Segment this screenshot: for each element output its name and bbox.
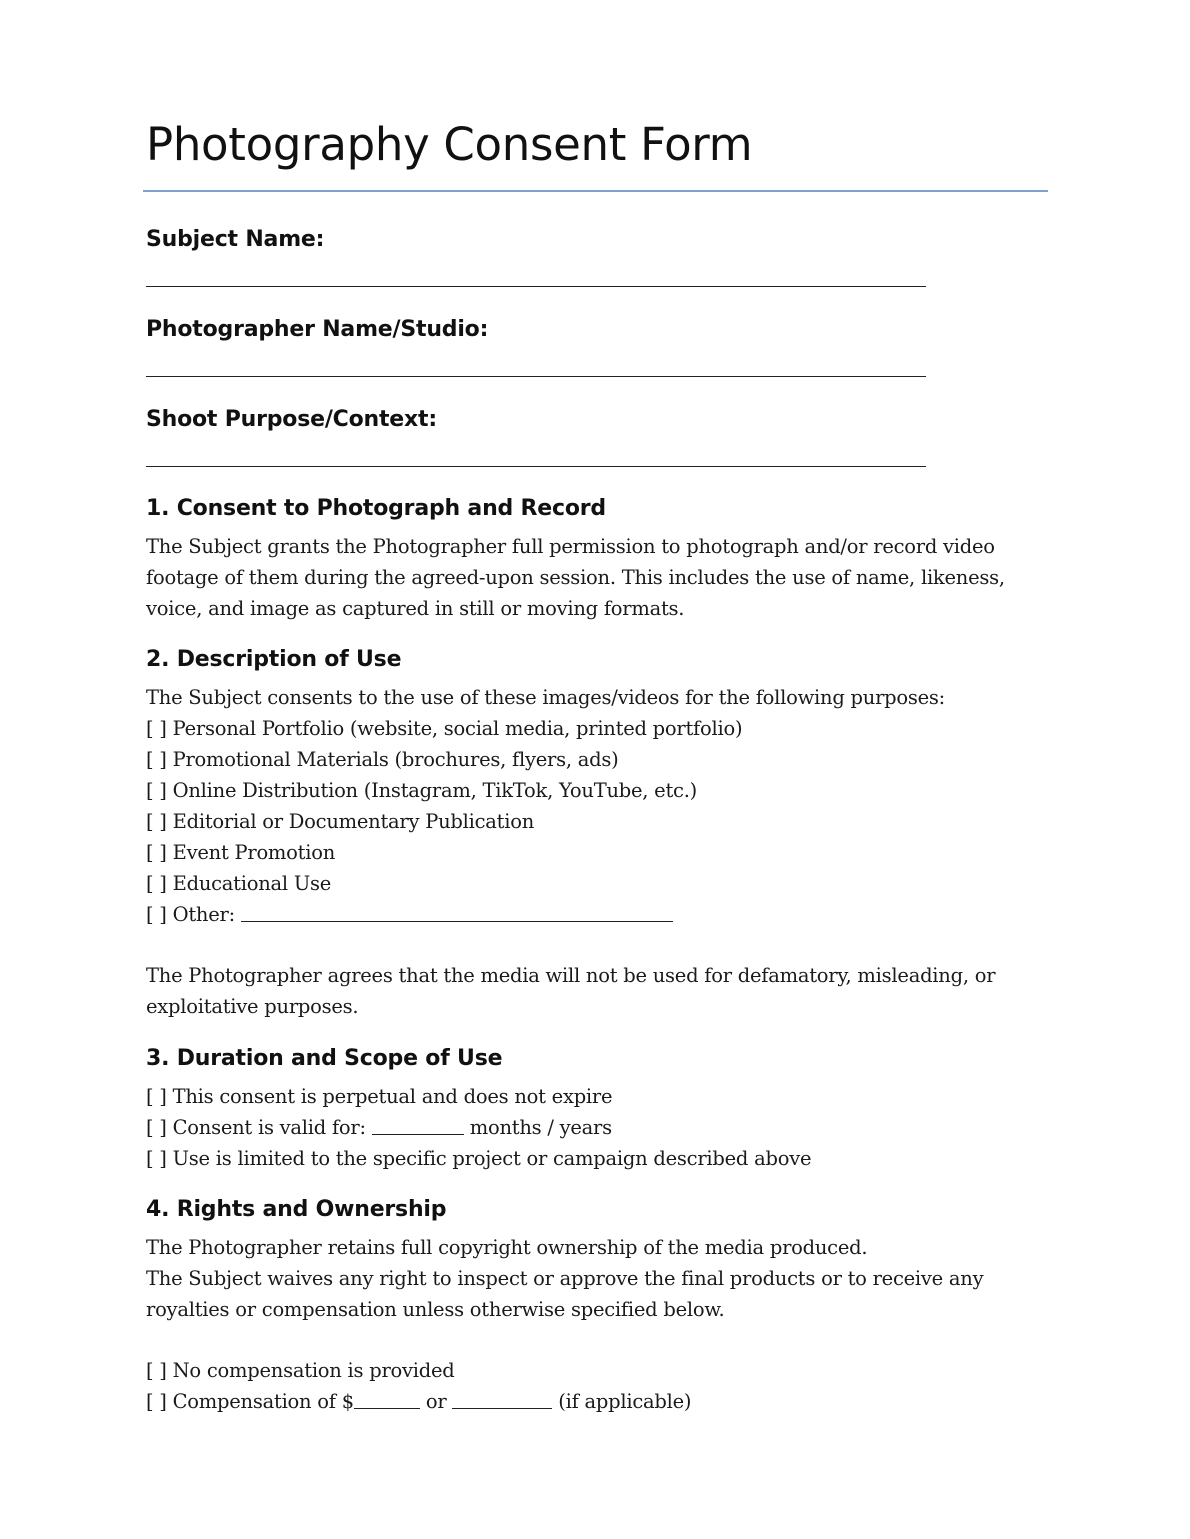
use-option-educational[interactable]: [ ] Educational Use [146, 872, 332, 895]
use-option-event-promotion[interactable]: [ ] Event Promotion [146, 841, 336, 864]
section-4-heading: 4. Rights and Ownership [146, 1197, 447, 1222]
section-1-heading: 1. Consent to Photograph and Record [146, 496, 606, 521]
use-option-promotional-materials[interactable]: [ ] Promotional Materials (brochures, flyers, ads) [146, 748, 619, 771]
compensation-option-amount[interactable] [146, 1386, 1026, 1417]
section-4-line: The Photographer retains full copyright ownership of the media produced. [146, 1236, 868, 1259]
shoot-purpose-field[interactable] [146, 466, 926, 467]
section-4-line: royalties or compensation unless otherwise specified below. [146, 1298, 725, 1321]
section-2-agreement [146, 960, 1026, 1022]
compensation-or: or [425, 1390, 447, 1413]
compensation-option-none[interactable]: [ ] No compensation is provided [146, 1359, 455, 1382]
section-4-line: The Subject waives any right to inspect or approve the final products or to receive any [146, 1267, 984, 1290]
compensation-amount-blank[interactable] [354, 1407, 420, 1409]
section-1-line: The Subject grants the Photographer full permission to photograph and/or record video [146, 535, 995, 558]
use-option-online-distribution[interactable]: [ ] Online Distribution (Instagram, TikTok, YouTube, etc.) [146, 779, 698, 802]
other-use-blank[interactable] [241, 920, 673, 922]
duration-option-limited[interactable]: [ ] Use is limited to the specific project or campaign described above [146, 1147, 812, 1170]
use-option-other-label: [ ] Other: [146, 903, 235, 926]
compensation-prefix: [ ] Compensation of $ [146, 1390, 354, 1413]
section-1-line: footage of them during the agreed-upon session. This includes the use of name, likeness, [146, 566, 1005, 589]
use-option-personal-portfolio[interactable]: [ ] Personal Portfolio (website, social media, printed portfolio) [146, 717, 743, 740]
photographer-name-label: Photographer Name/Studio: [146, 317, 489, 342]
section-1-line: voice, and image as captured in still or moving formats. [146, 597, 685, 620]
section-3-options [146, 1081, 1026, 1174]
title-underline [143, 190, 1048, 192]
subject-name-label: Subject Name: [146, 227, 325, 252]
shoot-purpose-label: Shoot Purpose/Context: [146, 407, 437, 432]
duration-option-perpetual[interactable]: [ ] This consent is perpetual and does not expire [146, 1085, 613, 1108]
duration-valid-suffix: months / years [469, 1116, 612, 1139]
agreement-line: The Photographer agrees that the media will not be used for defamatory, misleading, or [146, 964, 996, 987]
section-2-intro: The Subject consents to the use of these images/videos for the following purposes: [146, 686, 945, 709]
duration-valid-prefix: [ ] Consent is valid for: [146, 1116, 366, 1139]
section-4-options [146, 1355, 1026, 1417]
use-option-other[interactable] [146, 899, 1026, 930]
duration-option-valid-for[interactable] [146, 1112, 1026, 1143]
duration-blank[interactable] [372, 1133, 464, 1135]
section-2-options [146, 682, 1026, 930]
agreement-line: exploitative purposes. [146, 995, 359, 1018]
page-title: Photography Consent Form [146, 118, 753, 171]
section-4-text [146, 1232, 1026, 1325]
section-1-text [146, 531, 1026, 624]
subject-name-field[interactable] [146, 286, 926, 287]
section-2-heading: 2. Description of Use [146, 647, 402, 672]
section-3-heading: 3. Duration and Scope of Use [146, 1046, 503, 1071]
use-option-editorial[interactable]: [ ] Editorial or Documentary Publication [146, 810, 535, 833]
photographer-name-field[interactable] [146, 376, 926, 377]
compensation-suffix: (if applicable) [558, 1390, 692, 1413]
compensation-alt-blank[interactable] [452, 1407, 552, 1409]
